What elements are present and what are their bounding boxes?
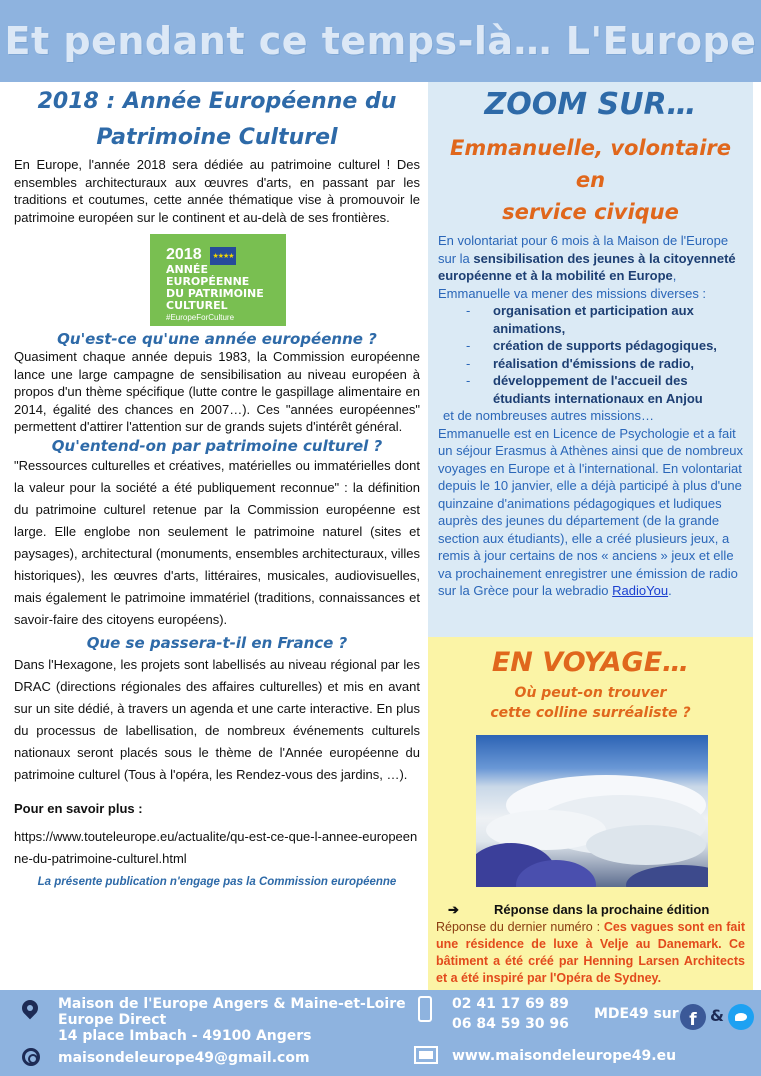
section-title-q3: Que se passera-t-il en France ? — [86, 633, 348, 652]
previous-answer: Réponse du dernier numéro : Ces vagues sont en fait une résidence de luxe à Velje au Danemark. Ce bâtiment a été créé par Henning Larsen Architects et a été inspiré par l'Opéra de Sydney. — [436, 920, 745, 985]
voyage-section — [428, 637, 753, 990]
header-banner — [0, 0, 761, 82]
social-label: MDE49 sur — [594, 1006, 679, 1022]
more-info-label: Pour en savoir plus : — [14, 800, 143, 816]
phone-icon — [418, 996, 432, 1022]
left-column — [14, 82, 420, 980]
email-at-icon — [22, 1048, 40, 1066]
arrow-right-icon: ➔ — [448, 902, 459, 917]
facebook-icon[interactable]: f — [680, 1004, 706, 1030]
footer — [0, 990, 761, 1076]
location-pin-icon — [19, 997, 42, 1020]
missions-list — [438, 302, 743, 407]
list-item: - création de supports pédagogiques, — [466, 337, 743, 355]
eu-flag-icon: ★★★★ — [210, 247, 236, 265]
more-info-link[interactable]: https://www.touteleurope.eu/actualite/qu-est-ce-que-l-annee-europeenne-du-patrimoine-culturel.html — [14, 828, 418, 866]
section-text-q2: "Ressources culturelles et créatives, matérielles ou immatérielles dont la valeur pour la société a été publiquement reconnue" : la définition du patrimoine culturel retenue par la Commission européenne est large. Elle englobe non seulement le patrimoine naturel (sites et paysages), architectural (monuments, ensembles architecturaux, villes historiques), les œuvres d'arts, littéraires, musicales, audiovisuelles, mais également le patrimoine immatériel (traditions, connaissances et savoir-faire des citoyens européens). — [14, 457, 420, 627]
newsletter-title: Et pendant ce temps-là… L'Europe — [4, 19, 757, 63]
voyage-question: Où peut-on trouver cette colline surréaliste ? — [490, 685, 691, 721]
list-item: - développement de l'accueil des étudiants internationaux en Anjou — [466, 372, 743, 407]
footer-org: Maison de l'Europe Angers & Maine-et-Loire Europe Direct 14 place Imbach - 49100 Angers — [58, 996, 406, 1044]
footer-email[interactable]: maisondeleurope49@gmail.com — [58, 1050, 310, 1066]
ampersand: & — [710, 1006, 724, 1025]
next-answer: ➔ Réponse dans la prochaine édition — [448, 902, 710, 917]
website-icon — [414, 1046, 438, 1064]
twitter-icon[interactable] — [728, 1004, 754, 1030]
year-logo: ★★★★ 2018 ANNÉE EUROPÉENNE DU PATRIMOINE CULTUREL #EuropeForCulture — [150, 234, 286, 326]
section-text-q1: Quasiment chaque année depuis 1983, la Commission européenne lance une large campagne de sensibilisation au niveau européen à propos d'un thème spécifique (lutte contre le gaspillage alimentaire en 2014, égalité des chances en 2007…). Ces "années européennes" permettent d'attirer l'attention sur de grands sujets d'intérêt général. — [14, 349, 420, 434]
intro-paragraph: En Europe, l'année 2018 sera dédiée au patrimoine culturel ! Des ensembles architecturaux aux œuvres d'arts, en passant par les traditions et coutumes, cette année thématique vise à promouvoir le patrimoine européen sur le continent et au-delà de ses frontières. — [14, 157, 420, 225]
zoom-body: Emmanuelle est en Licence de Psychologie et a fait un séjour Erasmus à Athènes ainsi que de nombreux voyages en Europe et à l'international. En volontariat depuis le 10 janvier, elle a déjà participé à plus d'une quinzaine d'animations pédagogiques et ludiques auprès des jeunes du département (de la grande section aux étudiants), elle a créé plusieurs jeux, a remis à jour certains de nos « anciens » jeux et elle va prochainement enregistrer une émission de radio sur la Grèce pour la webradio RadioYou. — [438, 425, 743, 598]
list-item: - organisation et participation aux animations, — [466, 302, 743, 337]
zoom-after-list: et de nombreuses autres missions… — [443, 408, 654, 423]
hill-photo — [476, 735, 708, 887]
footer-website[interactable]: www.maisondeleurope49.eu — [452, 1048, 677, 1064]
zoom-section — [428, 82, 753, 637]
disclaimer: La présente publication n'engage pas la Commission européenne — [37, 875, 397, 888]
zoom-title: ZOOM SUR… — [484, 87, 697, 122]
zoom-subtitle: Emmanuelle, volontaire en service civique — [449, 136, 732, 224]
list-item: - réalisation d'émissions de radio, — [466, 355, 743, 373]
radioyou-link[interactable]: RadioYou — [612, 583, 669, 598]
section-title-q1: Qu'est-ce qu'une année européenne ? — [57, 330, 377, 348]
zoom-intro: En volontariat pour 6 mois à la Maison de l'Europe sur la sensibilisation des jeunes à la citoyenneté européenne et à la mobilité en Europe, Emmanuelle va mener des missions diverses : — [438, 233, 736, 301]
footer-phones: 02 41 17 69 89 06 84 59 30 96 — [452, 996, 569, 1032]
section-text-q3: Dans l'Hexagone, les projets sont labellisés au niveau régional par les DRAC (directions régionales des affaires culturelles) et mis en avant sur un site dédié, à travers un agenda et une carte interactive. En plus du processus de labellisation, de nombreux événements culturels nationaux seront placés sous le thème de l'Année européenne du patrimoine culturel (Tous à l'opéra, les Rendez-vous des jardins, …). — [14, 656, 420, 782]
article-title: 2018 : Année Européenne du Patrimoine Culturel — [37, 89, 397, 150]
section-title-q2: Qu'entend-on par patrimoine culturel ? — [51, 436, 383, 455]
voyage-title: EN VOYAGE… — [491, 647, 690, 678]
